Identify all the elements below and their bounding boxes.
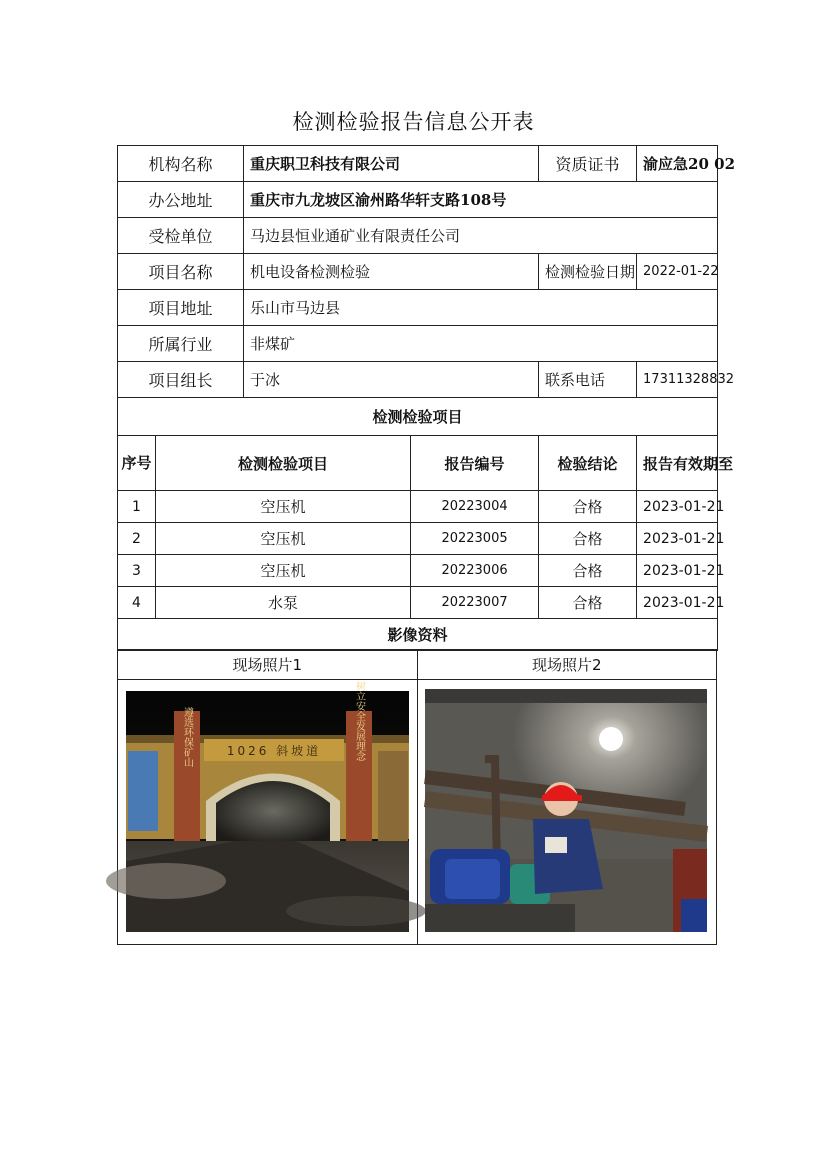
row-report-no: 20223004: [411, 491, 539, 523]
row-seq: 4: [118, 587, 156, 619]
project-name-label: 项目名称: [118, 254, 244, 290]
photo1-label: 现场照片1: [118, 650, 418, 680]
row-item: 空压机: [156, 555, 411, 587]
table-row: [118, 523, 718, 555]
org-value: 重庆职卫科技有限公司: [244, 146, 539, 182]
row-seq: 2: [118, 523, 156, 555]
site-photo-2: [425, 689, 707, 932]
leader-label: 项目组长: [118, 362, 244, 398]
column-header-valid-until: 报告有效期至: [637, 436, 718, 491]
row-conclusion: 合格: [539, 555, 637, 587]
left-pillar-slogan: 遵选环保矿山: [181, 707, 193, 767]
address-label: 办公地址: [118, 182, 244, 218]
column-header-conclusion: 检验结论: [539, 436, 637, 491]
industry-value: 非煤矿: [244, 326, 718, 362]
cert-label: 资质证书: [539, 146, 637, 182]
row-valid-until: 2023-01-21: [637, 491, 718, 523]
row-item: 空压机: [156, 523, 411, 555]
report-info-table: [117, 145, 736, 651]
row-report-no: 20223006: [411, 555, 539, 587]
project-name-value: 机电设备检测检验: [244, 254, 539, 290]
column-header-seq: 序号: [118, 436, 156, 491]
row-report-no: 20223005: [411, 523, 539, 555]
images-section-heading: 影像资料: [118, 619, 718, 651]
page-title: 检测检验报告信息公开表: [292, 110, 535, 134]
row-item: 水泵: [156, 587, 411, 619]
column-header-report-no: 报告编号: [411, 436, 539, 491]
tunnel-sign-text: 1026 斜坡道: [226, 744, 322, 758]
project-address-label: 项目地址: [118, 290, 244, 326]
right-pillar-slogan: 树立安全发展理念: [353, 681, 365, 761]
row-conclusion: 合格: [539, 523, 637, 555]
column-header-item: 检测检验项目: [156, 436, 411, 491]
row-valid-until: 2023-01-21: [637, 523, 718, 555]
inspected-unit-label: 受检单位: [118, 218, 244, 254]
inspected-unit-value: 马边县恒业通矿业有限责任公司: [244, 218, 718, 254]
row-valid-until: 2023-01-21: [637, 587, 718, 619]
photo2-label: 现场照片2: [417, 650, 717, 680]
leader-value: 于冰: [244, 362, 539, 398]
row-item: 空压机: [156, 491, 411, 523]
row-seq: 3: [118, 555, 156, 587]
cert-value: 渝应急20 02: [637, 146, 718, 182]
address-value: 重庆市九龙坡区渝州路华轩支路108号: [244, 182, 718, 218]
project-address-value: 乐山市马边县: [244, 290, 718, 326]
phone-label: 联系电话: [539, 362, 637, 398]
row-conclusion: 合格: [539, 491, 637, 523]
row-seq: 1: [118, 491, 156, 523]
org-label: 机构名称: [118, 146, 244, 182]
industry-label: 所属行业: [118, 326, 244, 362]
inspection-date-label: 检测检验日期: [539, 254, 637, 290]
phone-value: 17311328832: [637, 362, 718, 398]
table-row: [118, 587, 718, 619]
items-section-heading: 检测检验项目: [118, 398, 718, 436]
table-row: [118, 491, 718, 523]
row-valid-until: 2023-01-21: [637, 555, 718, 587]
row-conclusion: 合格: [539, 587, 637, 619]
inspection-date-value: 2022-01-22: [637, 254, 718, 290]
row-report-no: 20223007: [411, 587, 539, 619]
site-photo-1: [126, 681, 409, 932]
table-row: [118, 555, 718, 587]
